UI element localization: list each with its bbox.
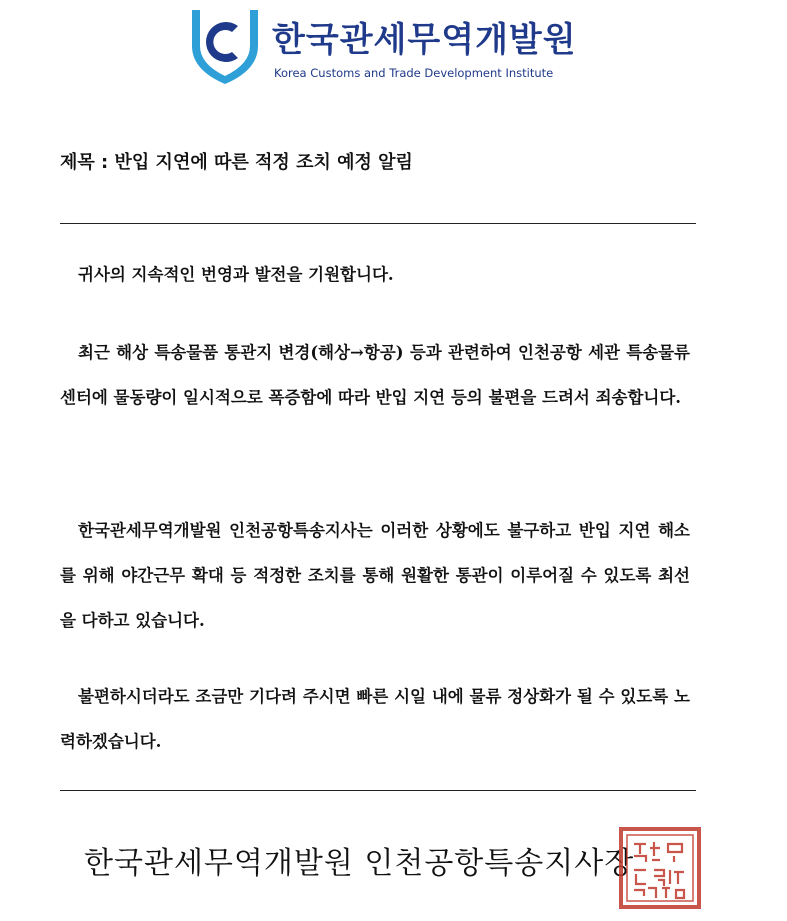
paragraph-measures-text: 한국관세무역개발원 인천공항특송지사는 이러한 상황에도 불구하고 반입 지연 해소를 위해 야간근무 확대 등 적정한 조치를 통해 원활한 통관이 이루어질 수 있도록 최선을 다하고 있습니다. [60, 521, 690, 630]
paragraph-greeting-text: 귀사의 지속적인 번영과 발전을 기원합니다. [78, 265, 394, 284]
official-seal-icon [618, 826, 702, 910]
paragraph-apology [60, 330, 690, 420]
institute-english-name: Korea Customs and Trade Development Institute [274, 66, 554, 80]
top-divider [60, 223, 696, 224]
paragraph-closing [60, 674, 690, 764]
paragraph-apology-text: 최근 해상 특송물품 통관지 변경(해상→항공) 등과 관련하여 인천공항 세관 특송물류센터에 물동량이 일시적으로 폭증함에 따라 반입 지연 등의 불편을 드려서 죄송합니다. [60, 343, 690, 407]
document-title: 제목 : 반입 지연에 따른 적정 조치 예정 알림 [60, 152, 413, 173]
paragraph-closing-text: 불편하시더라도 조금만 기다려 주시면 빠른 시일 내에 물류 정상화가 될 수 있도록 노력하겠습니다. [60, 687, 690, 751]
shield-c-logo-icon [186, 6, 264, 86]
bottom-divider [60, 790, 696, 791]
signer-name: 한국관세무역개발원 인천공항특송지사장 [84, 846, 635, 881]
institute-name: 한국관세무역개발원 [272, 20, 577, 60]
paragraph-greeting [60, 252, 690, 297]
paragraph-measures [60, 508, 690, 643]
institute-logo [186, 6, 576, 86]
